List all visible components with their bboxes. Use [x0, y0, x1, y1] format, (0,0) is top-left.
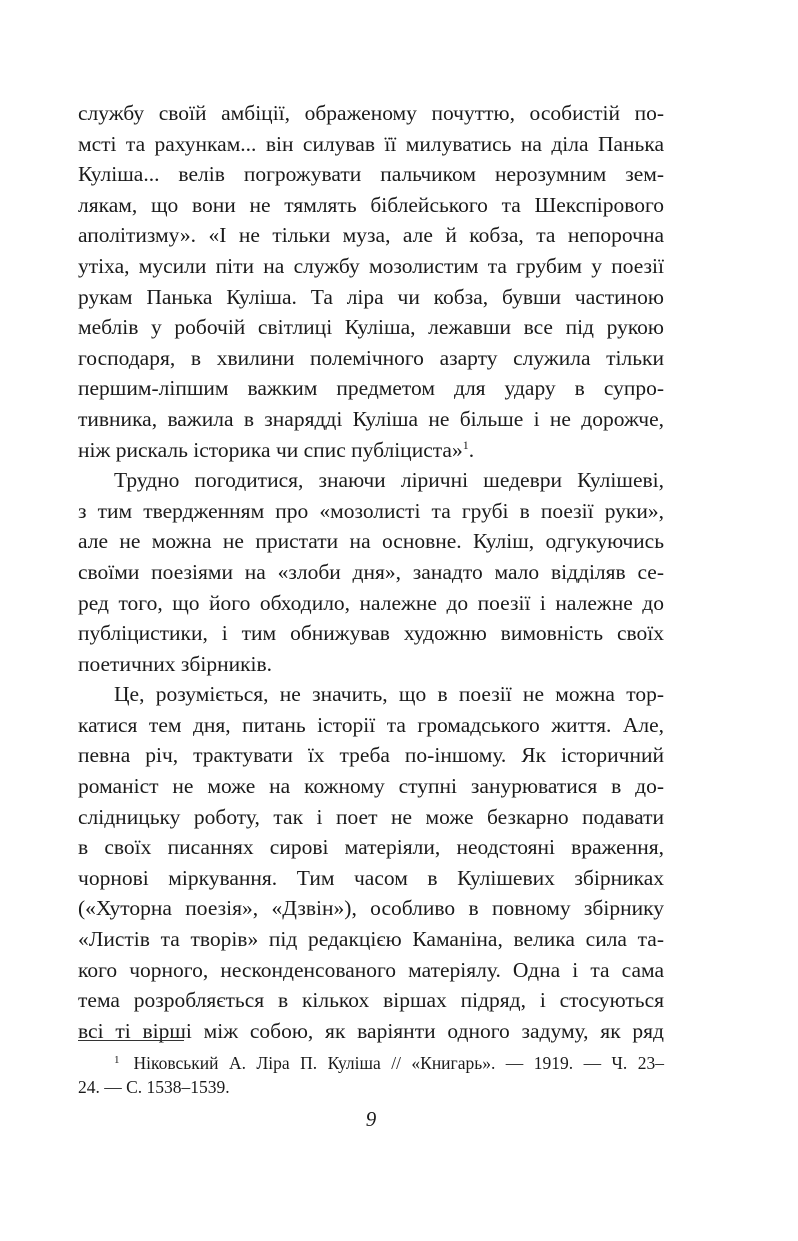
text-line: з тим твердженням про «мозолисті та грубі в поезії руки», [78, 498, 664, 523]
text-line: ред того, що його обходило, належне до поезії і належне до [78, 590, 664, 615]
text-line: певна річ, трактувати їх треба по-іншому. Як історичний [78, 743, 664, 768]
footnote-text: Ніковський А. Ліра П. Куліша // «Книгарь». — 1919. — Ч. 23– [133, 1053, 664, 1073]
text-line: утіха, мусили піти на службу мозолистим та грубим у поезії [78, 253, 664, 278]
footnote-divider [78, 1040, 184, 1041]
text-line: «Листів та творів» під редакцією Каманіна, велика сила та- [78, 927, 664, 952]
text-line: першим-ліпшим важким предметом для удару в супро- [78, 376, 664, 401]
footnote [78, 1047, 664, 1101]
paragraph-first-line: Трудно погодитися, знаючи ліричні шедеври Кулішеві, [114, 468, 664, 493]
text-line: всі ті вірші між собою, як варіянти одного задуму, як ряд [78, 1018, 664, 1043]
text-line: господаря, в хвилини полемічного азарту служила тільки [78, 345, 664, 370]
text-line: («Хуторна поезія», «Дзвін»), особливо в повному збірнику [78, 896, 664, 921]
text-line: тема розробляється в кількох віршах підряд, і стосуються [78, 988, 664, 1013]
text-line: слідницьку роботу, так і поет не може безкарно подавати [78, 804, 664, 829]
text-line: мсті та рахункам... він силував її милуватись на діла Панька [78, 131, 664, 156]
text-line: катися тем дня, питань історії та громадського життя. Але, [78, 712, 664, 737]
text-line: в своїх писаннях сирові матеріяли, неодстояні враження, [78, 835, 664, 860]
text-line: поетичних збірників. [78, 651, 273, 676]
text-line: рукам Панька Куліша. Та ліра чи кобза, бувши частиною [78, 284, 664, 309]
text-line-with-footnote [78, 435, 664, 466]
page-number: 9 [365, 1107, 377, 1131]
page-body [78, 98, 664, 1046]
text-line: тивника, важила в знарядді Куліша не більше і не дорожче, [78, 406, 664, 431]
sentence-period: . [468, 437, 475, 462]
text-line: Куліша... велів погрожувати пальчиком нерозумним зем- [78, 162, 664, 187]
main-text [78, 98, 664, 1046]
text-line: меблів у робочій світлиці Куліша, лежавши все під рукою [78, 315, 664, 340]
text-line: кого чорного, несконденсованого матеріялу. Одна і та сама [78, 957, 664, 982]
text-line: ніж рискаль історика чи спис публіциста» [78, 437, 463, 462]
text-line: публіцистики, і тим обнижував художню вимовність своїх [78, 621, 664, 646]
text-line: але не можна не пристати на основне. Куліш, одгукуючись [78, 529, 664, 554]
text-line: чорнові міркування. Тим часом в Кулішевих збірниках [78, 865, 664, 890]
footnote-line: 24. — С. 1538–1539. [78, 1077, 230, 1097]
text-line: своїми поезіями на «злоби дня», занадто мало відділяв се- [78, 559, 664, 584]
footnote-line [78, 1047, 664, 1074]
footnote-mark: 1 [114, 1054, 120, 1066]
paragraph-first-line: Це, розуміється, не значить, що в поезії не можна тор- [114, 682, 664, 707]
text-line: аполітизму». «І не тільки муза, але й кобза, та непорочна [78, 223, 664, 248]
text-line: службу своїй амбіції, ображеному почуттю, особистій по- [78, 101, 664, 125]
footnote-reference[interactable]: 1 [462, 437, 469, 452]
text-line: лякам, що вони не тямлять біблейського та Шекспірового [78, 192, 664, 217]
text-line: романіст не може на кожному ступні занурюватися в до- [78, 774, 664, 799]
